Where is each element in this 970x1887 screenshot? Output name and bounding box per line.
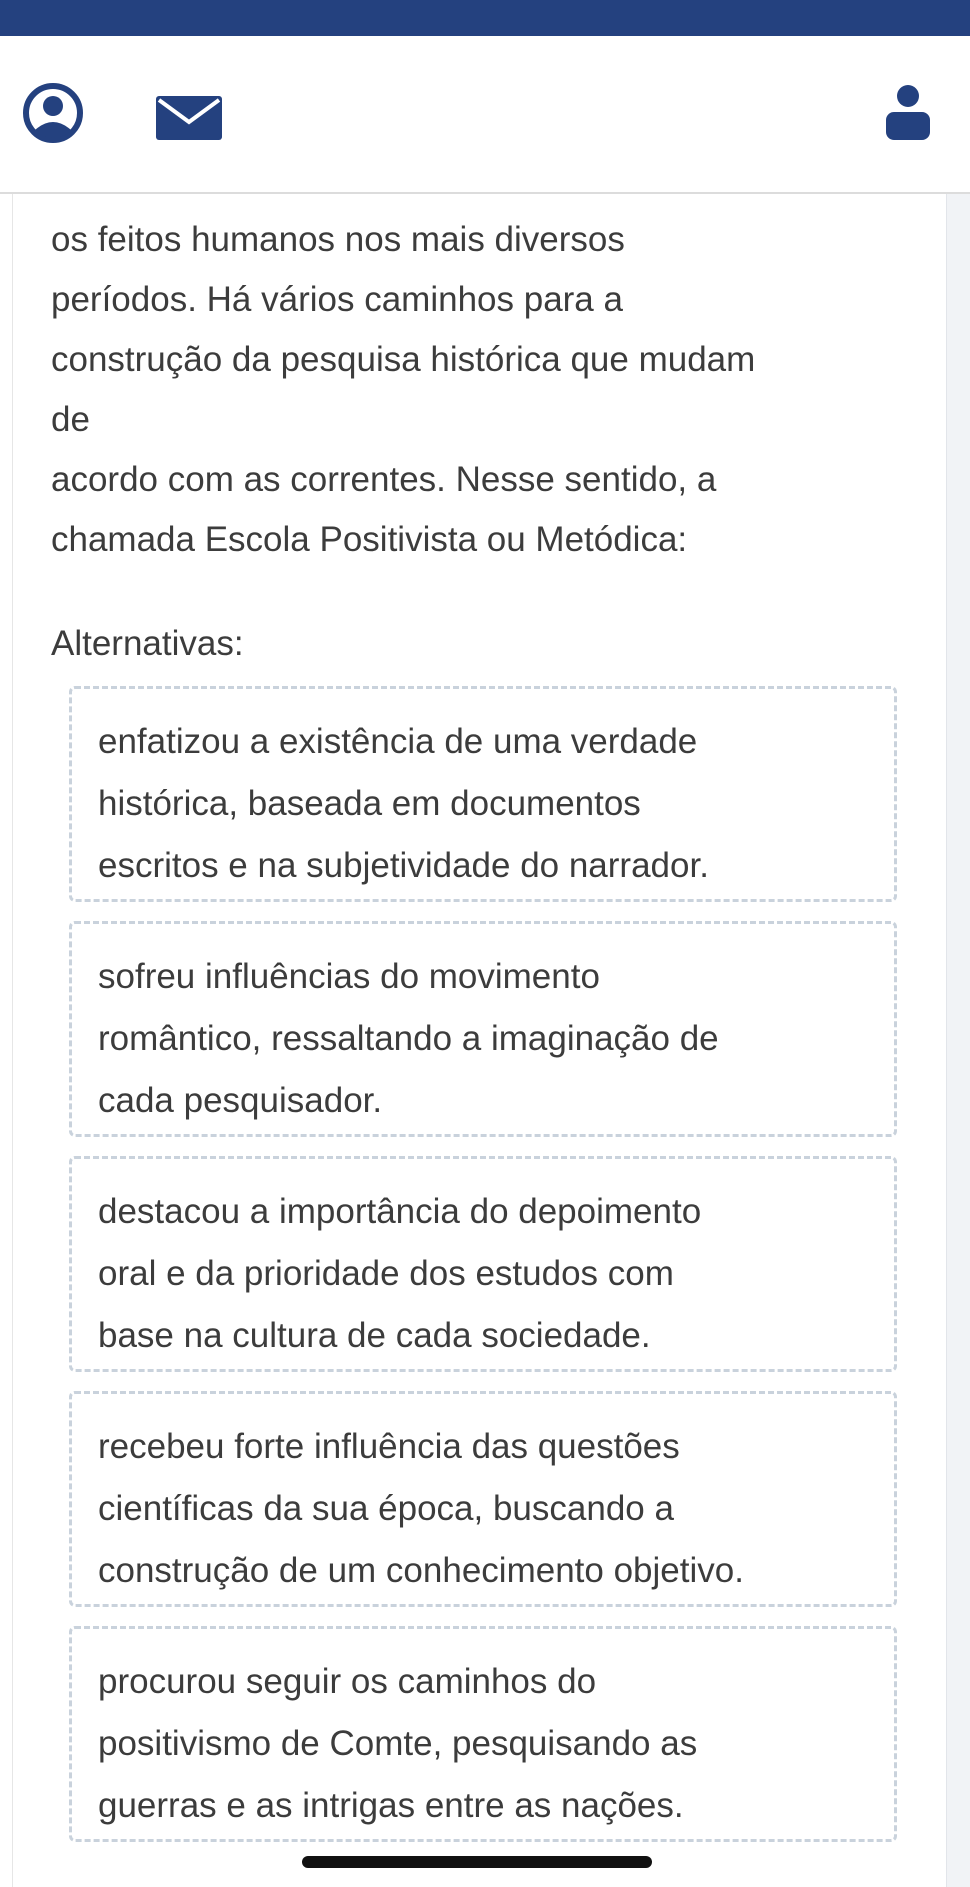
alternative-option-5[interactable] <box>69 1626 897 1842</box>
option-line: romântico, ressaltando a imaginação de <box>98 1019 719 1058</box>
user-icon[interactable] <box>22 82 84 144</box>
question-line: os feitos humanos nos mais diversos <box>51 220 625 259</box>
option-line: oral e da prioridade dos estudos com <box>98 1254 674 1293</box>
option-line: recebeu forte influência das questões <box>98 1427 680 1466</box>
option-line: base na cultura de cada sociedade. <box>98 1316 651 1355</box>
option-line: sofreu influências do movimento <box>98 957 600 996</box>
app-header <box>0 36 970 194</box>
option-line: positivismo de Comte, pesquisando as <box>98 1724 698 1763</box>
option-line: escritos e na subjetividade do narrador. <box>98 846 709 885</box>
option-line: enfatizou a existência de uma verdade <box>98 722 698 761</box>
lock-icon[interactable] <box>884 82 932 142</box>
question-line: de <box>51 400 90 439</box>
option-line: construção de um conhecimento objetivo. <box>98 1551 744 1590</box>
question-panel <box>12 194 945 1887</box>
alternative-option-1[interactable] <box>69 686 897 902</box>
alternative-option-4[interactable] <box>69 1391 897 1607</box>
mail-icon[interactable] <box>156 96 222 140</box>
question-line: construção da pesquisa histórica que mudam <box>51 340 756 379</box>
scrollbar-track[interactable] <box>946 194 970 1887</box>
option-line: guerras e as intrigas entre as nações. <box>98 1786 684 1825</box>
question-line: chamada Escola Positivista ou Metódica: <box>51 520 688 559</box>
status-bar <box>0 0 970 36</box>
home-indicator[interactable] <box>302 1856 652 1868</box>
option-line: histórica, baseada em documentos <box>98 784 641 823</box>
question-text <box>51 210 931 570</box>
option-line: destacou a importância do depoimento <box>98 1192 702 1231</box>
alternative-option-2[interactable] <box>69 921 897 1137</box>
alternatives-title: Alternativas: <box>51 624 244 663</box>
alternative-option-3[interactable] <box>69 1156 897 1372</box>
question-line: períodos. Há vários caminhos para a <box>51 280 623 319</box>
option-line: científicas da sua época, buscando a <box>98 1489 674 1528</box>
option-line: procurou seguir os caminhos do <box>98 1662 597 1701</box>
question-line: acordo com as correntes. Nesse sentido, a <box>51 460 717 499</box>
option-line: cada pesquisador. <box>98 1081 383 1120</box>
